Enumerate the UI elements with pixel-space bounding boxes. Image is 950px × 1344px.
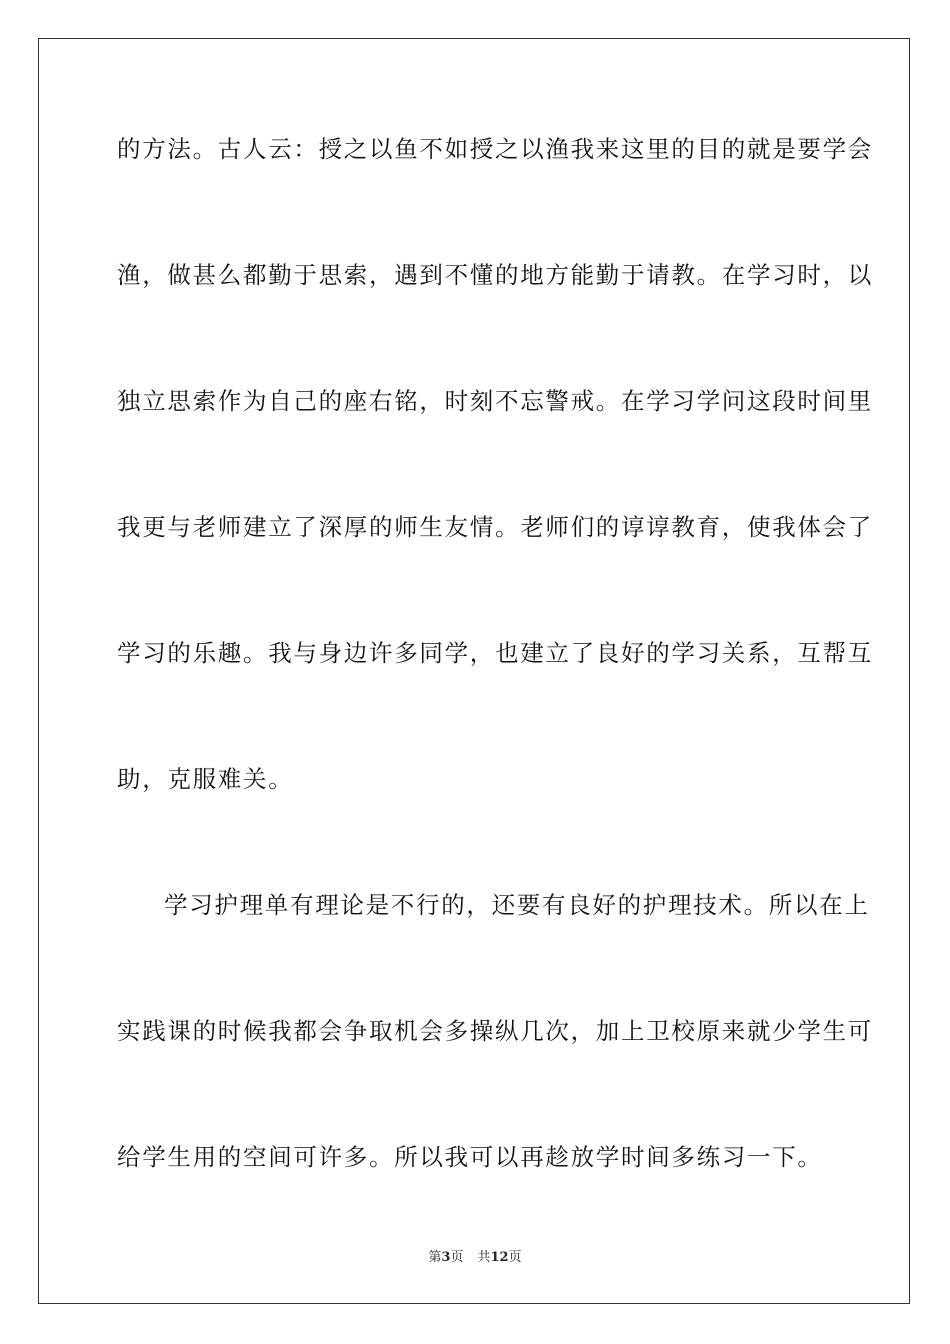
text-line: 助，克服难关。 [117, 765, 294, 793]
total-prefix: 共 [477, 1250, 491, 1265]
page-footer [0, 1248, 950, 1268]
total-pages: 12 [490, 1250, 509, 1265]
text-line: 我更与老师建立了深厚的师生友情。老师们的谆谆教育，使我体会了 [117, 513, 873, 541]
text-line: 实践课的时候我都会争取机会多操纵几次，加上卫校原来就少学生可 [117, 1017, 873, 1045]
total-suffix: 页 [508, 1250, 522, 1265]
document-body [117, 124, 873, 1258]
text-line: 给学生用的空间可许多。所以我可以再趁放学时间多练习一下。 [117, 1143, 823, 1171]
page-prefix: 第 [428, 1250, 442, 1265]
page-number: 3 [441, 1250, 451, 1265]
text-line: 独立思索作为自己的座右铭，时刻不忘警戒。在学习学问这段时间里 [117, 387, 873, 415]
paragraph-start-line: 学习护理单有理论是不行的，还要有良好的护理技术。所以在上 [164, 891, 870, 919]
page-suffix: 页 [450, 1250, 464, 1265]
text-line: 渔，做甚么都勤于思索，遇到不懂的地方能勤于请教。在学习时，以 [117, 261, 873, 289]
text-line: 的方法。古人云：授之以鱼不如授之以渔我来这里的目的就是要学会 [117, 135, 873, 163]
text-line: 学习的乐趣。我与身边许多同学，也建立了良好的学习关系，互帮互 [117, 639, 873, 667]
